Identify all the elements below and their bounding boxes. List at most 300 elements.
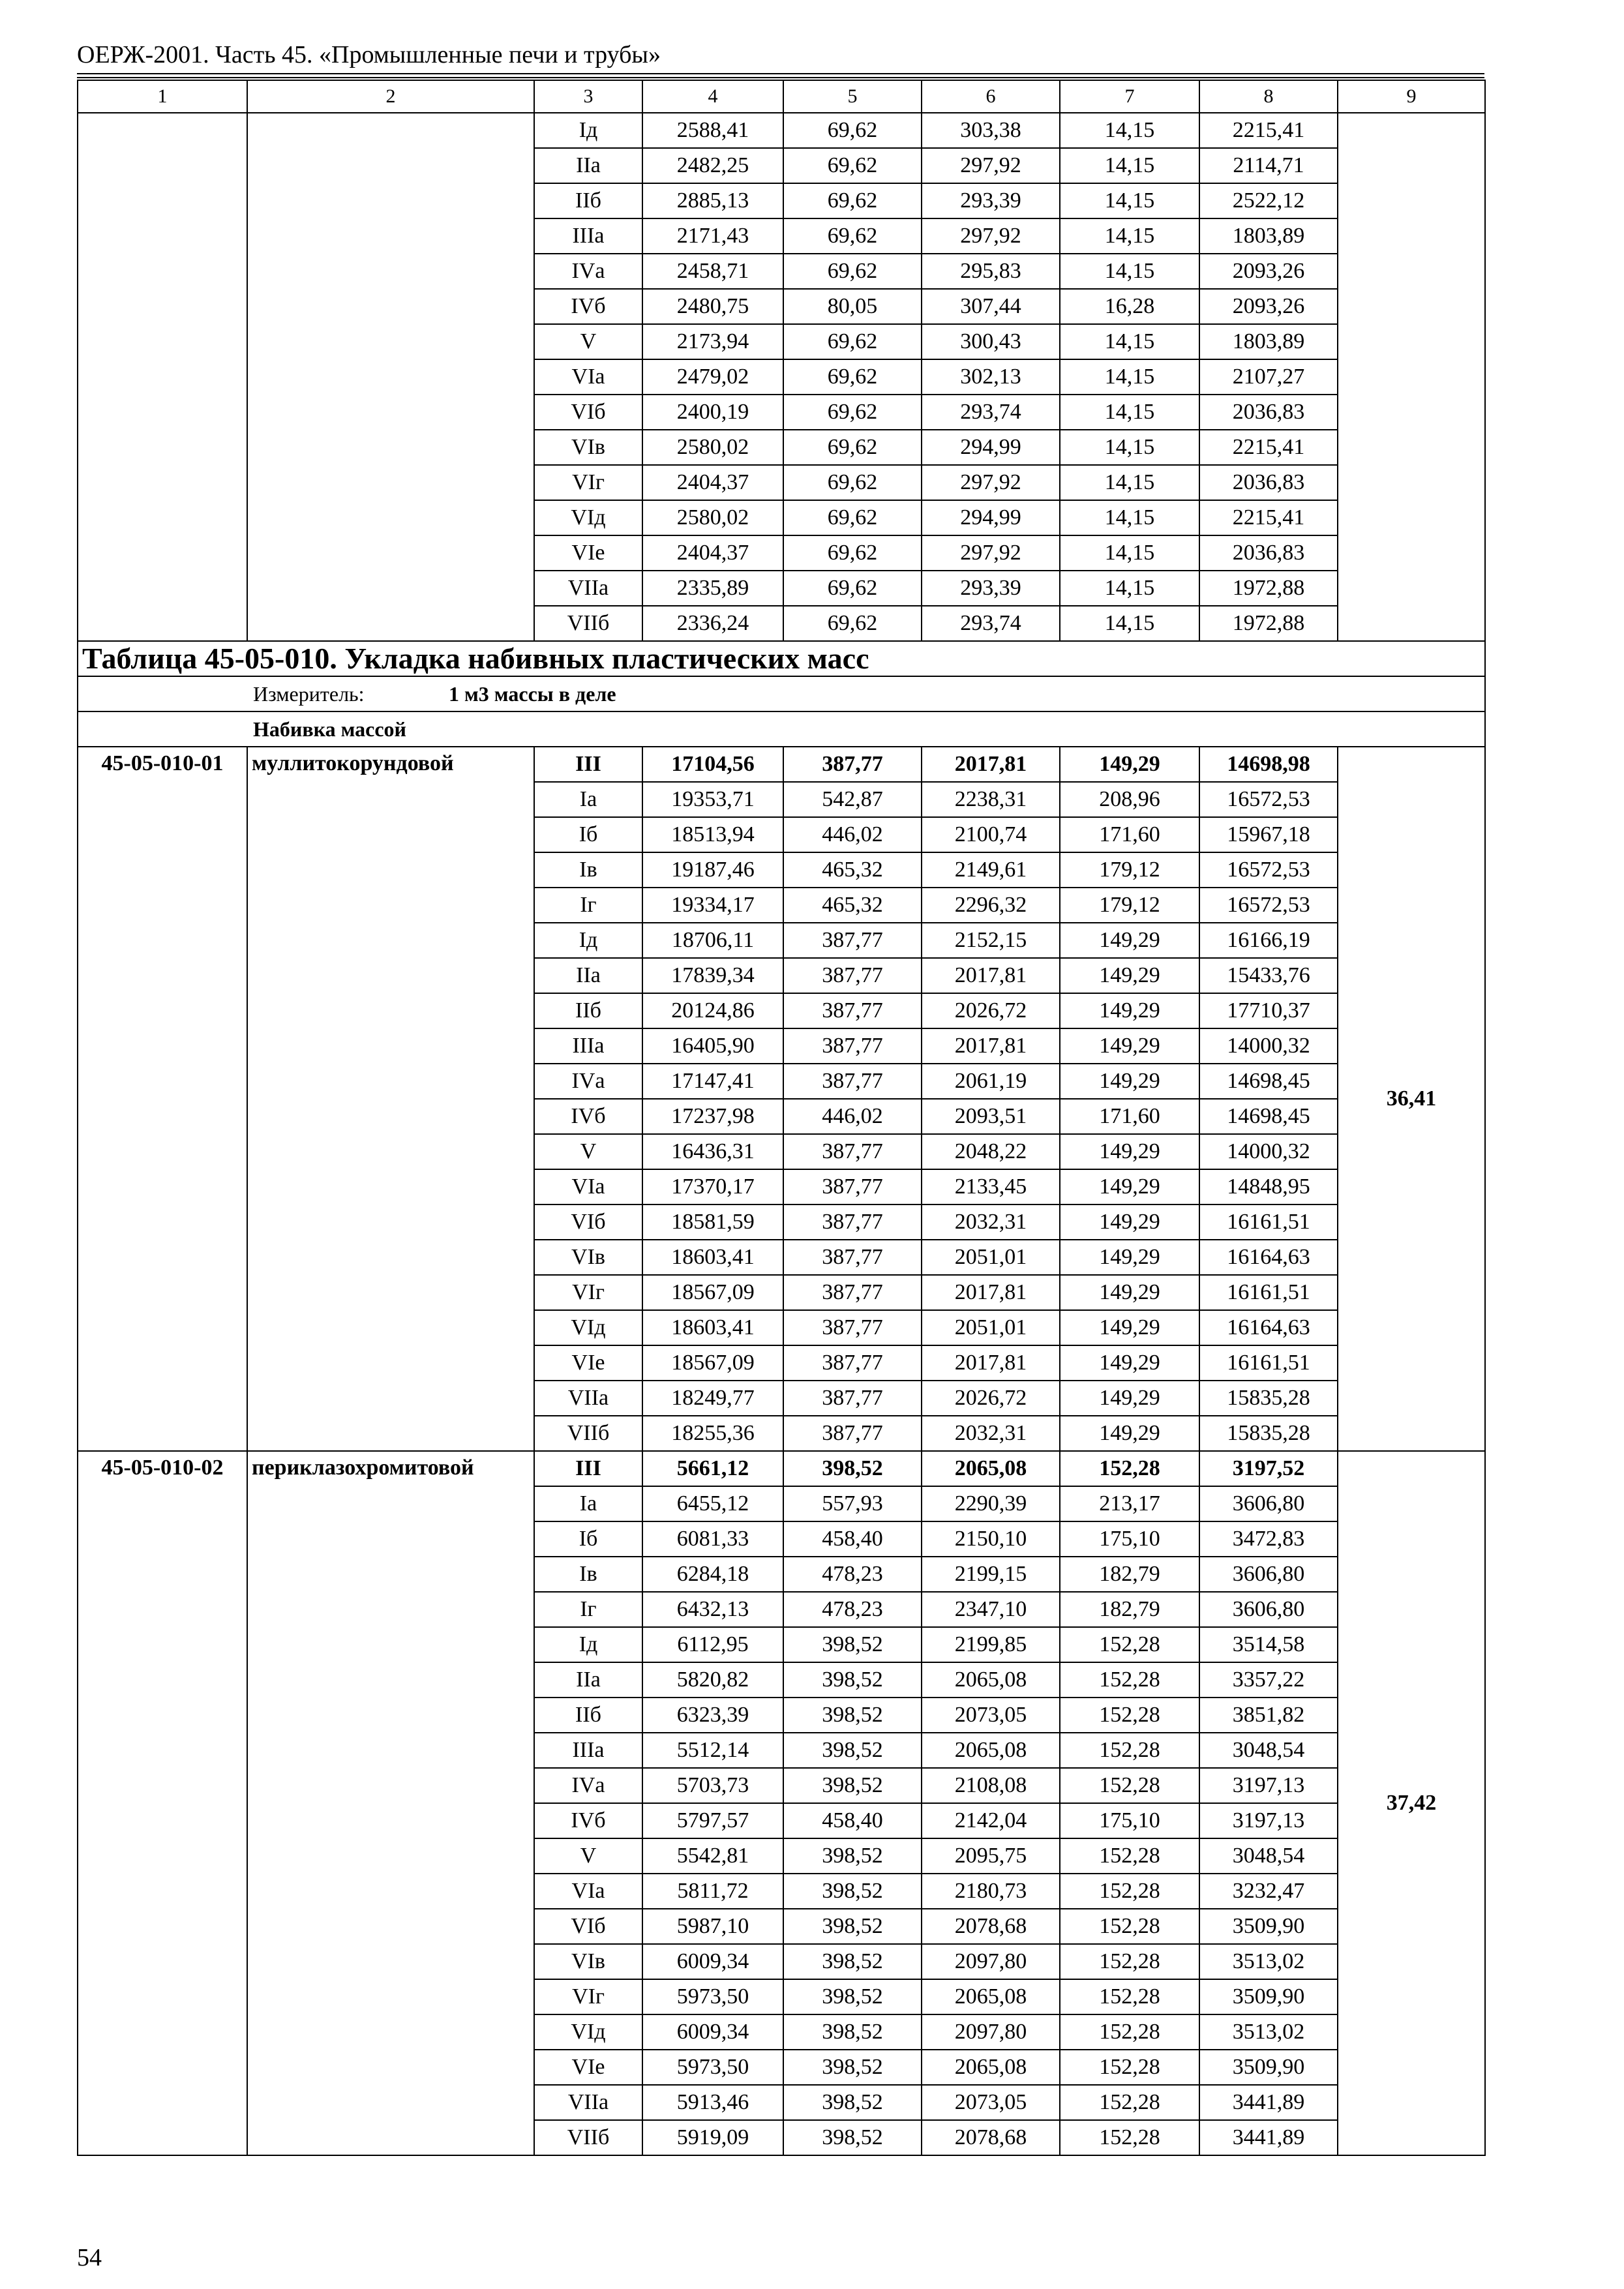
value-cell: 2017,81 [922, 958, 1060, 993]
value-cell: 3048,54 [1199, 1733, 1338, 1768]
value-cell: 14,15 [1060, 359, 1199, 395]
value-cell: 15433,76 [1199, 958, 1338, 993]
resource-code-cell: 45-05-010-02 [78, 1451, 247, 2155]
value-cell: 69,62 [783, 183, 922, 218]
value-cell: 293,39 [922, 571, 1060, 606]
value-cell: 69,62 [783, 218, 922, 254]
zone-cell: Iб [534, 1521, 642, 1557]
table-title-row [78, 641, 1485, 676]
value-cell: 293,74 [922, 395, 1060, 430]
value-cell: 5512,14 [642, 1733, 783, 1768]
resource-code-cell: 45-05-010-01 [78, 747, 247, 1451]
value-cell: 149,29 [1060, 923, 1199, 958]
value-cell: 2114,71 [1199, 148, 1338, 183]
value-cell: 18603,41 [642, 1310, 783, 1345]
value-cell: 2061,19 [922, 1064, 1060, 1099]
value-cell: 149,29 [1060, 1204, 1199, 1240]
value-cell: 398,52 [783, 2014, 922, 2050]
value-cell: 17147,41 [642, 1064, 783, 1099]
value-cell: 6112,95 [642, 1627, 783, 1662]
value-cell: 69,62 [783, 324, 922, 359]
zone-cell: VIIб [534, 2120, 642, 2155]
value-cell: 152,28 [1060, 1627, 1199, 1662]
value-cell: 149,29 [1060, 1275, 1199, 1310]
value-cell: 2336,24 [642, 606, 783, 641]
value-cell: 478,23 [783, 1557, 922, 1592]
zone-cell: Iа [534, 782, 642, 817]
value-cell: 14,15 [1060, 148, 1199, 183]
value-cell: 69,62 [783, 571, 922, 606]
value-cell: 16164,63 [1199, 1310, 1338, 1345]
value-cell: 398,52 [783, 2120, 922, 2155]
value-cell: 398,52 [783, 1451, 922, 1486]
value-cell: 3606,80 [1199, 1592, 1338, 1627]
value-cell: 6081,33 [642, 1521, 783, 1557]
value-cell: 3606,80 [1199, 1557, 1338, 1592]
value-cell: 152,28 [1060, 1909, 1199, 1944]
value-cell: 69,62 [783, 535, 922, 571]
value-cell: 2107,27 [1199, 359, 1338, 395]
value-cell: 2400,19 [642, 395, 783, 430]
zone-cell: IVа [534, 1064, 642, 1099]
value-cell: 2171,43 [642, 218, 783, 254]
value-cell: 297,92 [922, 465, 1060, 500]
value-cell: 2065,08 [922, 1979, 1060, 2014]
value-cell: 175,10 [1060, 1803, 1199, 1838]
resource-name-cell [247, 113, 534, 641]
value-cell: 294,99 [922, 430, 1060, 465]
value-cell: 2152,15 [922, 923, 1060, 958]
value-cell: 2199,15 [922, 1557, 1060, 1592]
value-cell: 14000,32 [1199, 1028, 1338, 1064]
value-cell: 2093,26 [1199, 254, 1338, 289]
zone-cell: Iв [534, 1557, 642, 1592]
value-cell: 152,28 [1060, 2085, 1199, 2120]
value-cell: 14,15 [1060, 535, 1199, 571]
value-cell: 14,15 [1060, 500, 1199, 535]
value-cell: 16405,90 [642, 1028, 783, 1064]
value-cell: 152,28 [1060, 1874, 1199, 1909]
value-cell: 152,28 [1060, 2014, 1199, 2050]
column-number: 1 [78, 80, 247, 113]
value-cell: 3472,83 [1199, 1521, 1338, 1557]
value-cell: 2051,01 [922, 1240, 1060, 1275]
value-cell: 2032,31 [922, 1204, 1060, 1240]
value-cell: 18581,59 [642, 1204, 783, 1240]
value-cell: 149,29 [1060, 1310, 1199, 1345]
value-cell: 398,52 [783, 2085, 922, 2120]
zone-cell: IVб [534, 289, 642, 324]
zone-cell: IIIа [534, 1733, 642, 1768]
zone-cell: VIб [534, 1909, 642, 1944]
value-cell: 3232,47 [1199, 1874, 1338, 1909]
value-cell: 297,92 [922, 218, 1060, 254]
zone-cell: IVб [534, 1099, 642, 1134]
value-cell: 16161,51 [1199, 1204, 1338, 1240]
value-cell: 2065,08 [922, 1451, 1060, 1486]
value-cell: 446,02 [783, 817, 922, 852]
value-cell: 387,77 [783, 1204, 922, 1240]
value-cell: 149,29 [1060, 1028, 1199, 1064]
value-cell: 5811,72 [642, 1874, 783, 1909]
value-cell: 6009,34 [642, 2014, 783, 2050]
value-cell: 2238,31 [922, 782, 1060, 817]
value-cell: 2885,13 [642, 183, 783, 218]
zone-cell: IIа [534, 1662, 642, 1698]
value-cell: 2479,02 [642, 359, 783, 395]
value-cell: 2078,68 [922, 2120, 1060, 2155]
value-cell: 458,40 [783, 1803, 922, 1838]
value-cell: 182,79 [1060, 1557, 1199, 1592]
value-cell: 171,60 [1060, 1099, 1199, 1134]
value-cell: 2180,73 [922, 1874, 1060, 1909]
value-cell: 398,52 [783, 1838, 922, 1874]
value-cell: 557,93 [783, 1486, 922, 1521]
value-cell: 293,39 [922, 183, 1060, 218]
zone-cell: VIIб [534, 606, 642, 641]
value-cell: 14,15 [1060, 218, 1199, 254]
value-cell: 15835,28 [1199, 1381, 1338, 1416]
column-number: 9 [1338, 80, 1485, 113]
zone-cell: VIе [534, 2050, 642, 2085]
header-rule-double [77, 77, 1484, 78]
column-number: 5 [783, 80, 922, 113]
value-cell: 149,29 [1060, 1134, 1199, 1169]
value-cell: 465,32 [783, 888, 922, 923]
value-cell: 2026,72 [922, 993, 1060, 1028]
value-cell: 5661,12 [642, 1451, 783, 1486]
value-cell: 2017,81 [922, 1028, 1060, 1064]
value-cell: 179,12 [1060, 888, 1199, 923]
labor-cost-cell [1338, 113, 1485, 641]
value-cell: 69,62 [783, 430, 922, 465]
value-cell: 179,12 [1060, 852, 1199, 888]
meter-label: Измеритель: [253, 682, 365, 706]
zone-cell: VIг [534, 1979, 642, 2014]
value-cell: 14,15 [1060, 183, 1199, 218]
zone-cell: Iг [534, 888, 642, 923]
value-cell: 18567,09 [642, 1345, 783, 1381]
table-row [78, 113, 1485, 148]
zone-cell: VIд [534, 500, 642, 535]
value-cell: 3048,54 [1199, 1838, 1338, 1874]
zone-cell: Iв [534, 852, 642, 888]
value-cell: 16572,53 [1199, 852, 1338, 888]
zone-cell: IIа [534, 958, 642, 993]
value-cell: 1972,88 [1199, 571, 1338, 606]
value-cell: 18513,94 [642, 817, 783, 852]
value-cell: 297,92 [922, 535, 1060, 571]
value-cell: 2482,25 [642, 148, 783, 183]
value-cell: 18567,09 [642, 1275, 783, 1310]
value-cell: 152,28 [1060, 1838, 1199, 1874]
value-cell: 14698,45 [1199, 1099, 1338, 1134]
zone-cell: VIд [534, 1310, 642, 1345]
zone-cell: Iд [534, 1627, 642, 1662]
value-cell: 3197,13 [1199, 1803, 1338, 1838]
column-number: 8 [1199, 80, 1338, 113]
zone-cell: VIа [534, 359, 642, 395]
value-cell: 2026,72 [922, 1381, 1060, 1416]
labor-cost-cell: 36,41 [1338, 747, 1485, 1451]
value-cell: 478,23 [783, 1592, 922, 1627]
value-cell: 387,77 [783, 1310, 922, 1345]
value-cell: 458,40 [783, 1521, 922, 1557]
value-cell: 303,38 [922, 113, 1060, 148]
value-cell: 2580,02 [642, 500, 783, 535]
value-cell: 398,52 [783, 1909, 922, 1944]
value-cell: 2095,75 [922, 1838, 1060, 1874]
value-cell: 2097,80 [922, 2014, 1060, 2050]
value-cell: 19353,71 [642, 782, 783, 817]
value-cell: 2093,26 [1199, 289, 1338, 324]
zone-cell: VIIа [534, 2085, 642, 2120]
table-body [78, 80, 1485, 2155]
value-cell: 69,62 [783, 500, 922, 535]
value-cell: 2065,08 [922, 1662, 1060, 1698]
resource-name-cell: периклазохромитовой [247, 1451, 534, 2155]
value-cell: 14,15 [1060, 254, 1199, 289]
value-cell: 6455,12 [642, 1486, 783, 1521]
value-cell: 2215,41 [1199, 113, 1338, 148]
value-cell: 387,77 [783, 1275, 922, 1310]
value-cell: 1972,88 [1199, 606, 1338, 641]
value-cell: 293,74 [922, 606, 1060, 641]
value-cell: 2048,22 [922, 1134, 1060, 1169]
value-cell: 2480,75 [642, 289, 783, 324]
zone-cell: VIг [534, 1275, 642, 1310]
meter-value: 1 м3 массы в деле [449, 682, 616, 706]
zone-cell: VIIа [534, 571, 642, 606]
value-cell: 149,29 [1060, 1416, 1199, 1451]
labor-cost-cell: 37,42 [1338, 1451, 1485, 2155]
value-cell: 16164,63 [1199, 1240, 1338, 1275]
value-cell: 398,52 [783, 1662, 922, 1698]
value-cell: 175,10 [1060, 1521, 1199, 1557]
value-cell: 307,44 [922, 289, 1060, 324]
value-cell: 387,77 [783, 1416, 922, 1451]
zone-cell: III [534, 747, 642, 782]
value-cell: 14848,95 [1199, 1169, 1338, 1204]
value-cell: 398,52 [783, 1944, 922, 1979]
value-cell: 152,28 [1060, 1944, 1199, 1979]
value-cell: 387,77 [783, 1169, 922, 1204]
page-number: 54 [77, 2244, 102, 2271]
value-cell: 387,77 [783, 1345, 922, 1381]
zone-cell: Iб [534, 817, 642, 852]
value-cell: 2073,05 [922, 1698, 1060, 1733]
value-cell: 3509,90 [1199, 1979, 1338, 2014]
value-cell: 17839,34 [642, 958, 783, 993]
value-cell: 208,96 [1060, 782, 1199, 817]
value-cell: 5919,09 [642, 2120, 783, 2155]
value-cell: 387,77 [783, 1240, 922, 1275]
value-cell: 2404,37 [642, 465, 783, 500]
table-title: Таблица 45-05-010. Укладка набивных пластических масс [78, 641, 1485, 676]
value-cell: 152,28 [1060, 1662, 1199, 1698]
value-cell: 14,15 [1060, 395, 1199, 430]
value-cell: 69,62 [783, 606, 922, 641]
value-cell: 398,52 [783, 1733, 922, 1768]
value-cell: 152,28 [1060, 2050, 1199, 2085]
value-cell: 6009,34 [642, 1944, 783, 1979]
value-cell: 182,79 [1060, 1592, 1199, 1627]
value-cell: 2032,31 [922, 1416, 1060, 1451]
value-cell: 3441,89 [1199, 2085, 1338, 2120]
value-cell: 297,92 [922, 148, 1060, 183]
value-cell: 19334,17 [642, 888, 783, 923]
value-cell: 69,62 [783, 148, 922, 183]
value-cell: 16161,51 [1199, 1345, 1338, 1381]
value-cell: 149,29 [1060, 1064, 1199, 1099]
zone-cell: IIб [534, 993, 642, 1028]
value-cell: 152,28 [1060, 1768, 1199, 1803]
value-cell: 3514,58 [1199, 1627, 1338, 1662]
value-cell: 80,05 [783, 289, 922, 324]
zone-cell: VIв [534, 1944, 642, 1979]
value-cell: 2036,83 [1199, 395, 1338, 430]
value-cell: 2097,80 [922, 1944, 1060, 1979]
value-cell: 17104,56 [642, 747, 783, 782]
price-table [77, 80, 1486, 2156]
value-cell: 2215,41 [1199, 430, 1338, 465]
column-number: 7 [1060, 80, 1199, 113]
value-cell: 387,77 [783, 1134, 922, 1169]
value-cell: 16572,53 [1199, 782, 1338, 817]
value-cell: 5913,46 [642, 2085, 783, 2120]
value-cell: 398,52 [783, 1768, 922, 1803]
value-cell: 3606,80 [1199, 1486, 1338, 1521]
value-cell: 2142,04 [922, 1803, 1060, 1838]
value-cell: 5542,81 [642, 1838, 783, 1874]
value-cell: 302,13 [922, 359, 1060, 395]
zone-cell: IIб [534, 1698, 642, 1733]
value-cell: 20124,86 [642, 993, 783, 1028]
value-cell: 3513,02 [1199, 1944, 1338, 1979]
value-cell: 3509,90 [1199, 2050, 1338, 2085]
value-cell: 14,15 [1060, 606, 1199, 641]
value-cell: 14,15 [1060, 571, 1199, 606]
value-cell: 16161,51 [1199, 1275, 1338, 1310]
column-number: 2 [247, 80, 534, 113]
value-cell: 294,99 [922, 500, 1060, 535]
column-number: 4 [642, 80, 783, 113]
value-cell: 2149,61 [922, 852, 1060, 888]
resource-name-cell: муллитокорундовой [247, 747, 534, 1451]
value-cell: 5820,82 [642, 1662, 783, 1698]
value-cell: 3513,02 [1199, 2014, 1338, 2050]
zone-cell: VIа [534, 1874, 642, 1909]
zone-cell: IIIа [534, 1028, 642, 1064]
value-cell: 2404,37 [642, 535, 783, 571]
zone-cell: Iд [534, 923, 642, 958]
section-row [78, 711, 1485, 747]
value-cell: 16,28 [1060, 289, 1199, 324]
value-cell: 398,52 [783, 1874, 922, 1909]
value-cell: 2017,81 [922, 747, 1060, 782]
value-cell: 69,62 [783, 254, 922, 289]
value-cell: 18706,11 [642, 923, 783, 958]
value-cell: 2335,89 [642, 571, 783, 606]
value-cell: 300,43 [922, 324, 1060, 359]
value-cell: 5987,10 [642, 1909, 783, 1944]
value-cell: 152,28 [1060, 1698, 1199, 1733]
value-cell: 2108,08 [922, 1768, 1060, 1803]
zone-cell: VIб [534, 395, 642, 430]
zone-cell: V [534, 1134, 642, 1169]
value-cell: 18255,36 [642, 1416, 783, 1451]
zone-cell: IIIа [534, 218, 642, 254]
zone-cell: VIа [534, 1169, 642, 1204]
value-cell: 2073,05 [922, 2085, 1060, 2120]
column-number: 3 [534, 80, 642, 113]
value-cell: 2017,81 [922, 1345, 1060, 1381]
value-cell: 465,32 [783, 852, 922, 888]
value-cell: 2199,85 [922, 1627, 1060, 1662]
value-cell: 1803,89 [1199, 324, 1338, 359]
value-cell: 387,77 [783, 1381, 922, 1416]
value-cell: 149,29 [1060, 993, 1199, 1028]
value-cell: 398,52 [783, 2050, 922, 2085]
value-cell: 69,62 [783, 395, 922, 430]
value-cell: 14,15 [1060, 430, 1199, 465]
table-row [78, 747, 1485, 782]
meter-row [78, 676, 1485, 711]
value-cell: 14,15 [1060, 324, 1199, 359]
value-cell: 2078,68 [922, 1909, 1060, 1944]
value-cell: 3509,90 [1199, 1909, 1338, 1944]
value-cell: 2290,39 [922, 1486, 1060, 1521]
zone-cell: VIв [534, 430, 642, 465]
value-cell: 5973,50 [642, 1979, 783, 2014]
value-cell: 149,29 [1060, 1345, 1199, 1381]
value-cell: 3441,89 [1199, 2120, 1338, 2155]
value-cell: 295,83 [922, 254, 1060, 289]
zone-cell: Iд [534, 113, 642, 148]
value-cell: 19187,46 [642, 852, 783, 888]
page-header: ОЕРЖ-2001. Часть 45. «Промышленные печи и трубы» [77, 41, 661, 68]
value-cell: 2588,41 [642, 113, 783, 148]
value-cell: 6323,39 [642, 1698, 783, 1733]
value-cell: 387,77 [783, 1028, 922, 1064]
value-cell: 14000,32 [1199, 1134, 1338, 1169]
value-cell: 149,29 [1060, 958, 1199, 993]
value-cell: 149,29 [1060, 747, 1199, 782]
value-cell: 2036,83 [1199, 465, 1338, 500]
value-cell: 149,29 [1060, 1240, 1199, 1275]
value-cell: 18603,41 [642, 1240, 783, 1275]
value-cell: 14698,98 [1199, 747, 1338, 782]
section-cell [78, 711, 1485, 747]
zone-cell: IVа [534, 254, 642, 289]
zone-cell: III [534, 1451, 642, 1486]
value-cell: 387,77 [783, 1064, 922, 1099]
value-cell: 16436,31 [642, 1134, 783, 1169]
section-label: Набивка массой [253, 717, 406, 741]
value-cell: 2051,01 [922, 1310, 1060, 1345]
value-cell: 387,77 [783, 923, 922, 958]
zone-cell: VIIа [534, 1381, 642, 1416]
value-cell: 3197,13 [1199, 1768, 1338, 1803]
value-cell: 15967,18 [1199, 817, 1338, 852]
value-cell: 18249,77 [642, 1381, 783, 1416]
column-number-row [78, 80, 1485, 113]
value-cell: 15835,28 [1199, 1416, 1338, 1451]
value-cell: 171,60 [1060, 817, 1199, 852]
value-cell: 69,62 [783, 465, 922, 500]
value-cell: 2036,83 [1199, 535, 1338, 571]
value-cell: 213,17 [1060, 1486, 1199, 1521]
